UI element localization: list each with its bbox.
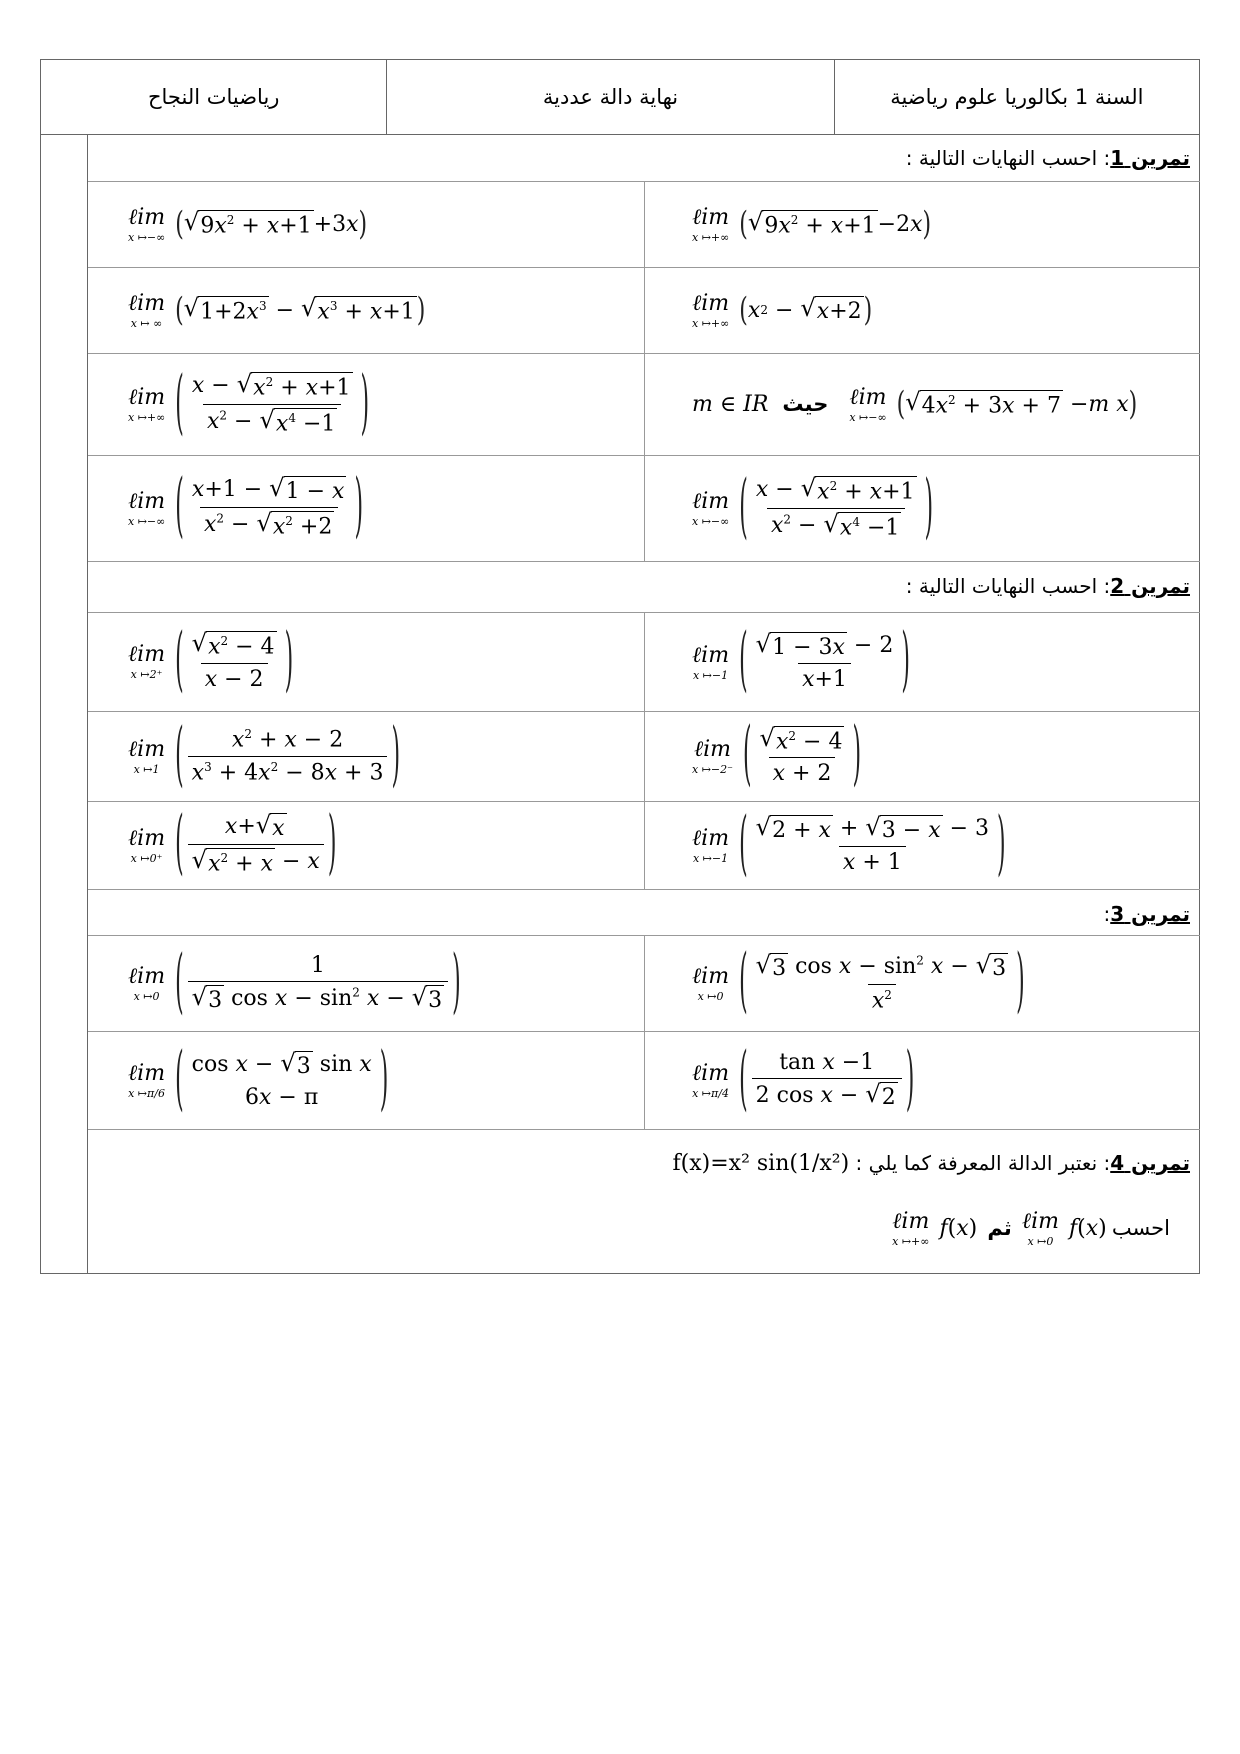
exercise-4-label: تمرين 4 (1110, 1151, 1190, 1175)
limit-2-left: ℓim x ↦ ∞ ( √ $1+2x^3$ − √ $x^3 + x+1$ ) (128, 291, 426, 330)
param-domain: m ∈ IR (692, 391, 769, 417)
exercise-3-label: تمرين 3 (1110, 902, 1190, 926)
divider (88, 1129, 1200, 1130)
limit-5-right: ℓim x ↦−1 ( √ 1 − 3x − 2 x+1 ) (692, 621, 910, 702)
header-level: السنة 1 بكالوريا علوم رياضية (834, 60, 1199, 134)
limit-7-left: ℓim x ↦0⁺ ( x+ √ x √ $x^2 + x$ − x ) (128, 804, 337, 885)
exercise-1-label: تمرين 1 (1110, 146, 1190, 170)
exercise-4-question: احسب ℓim x ↦0 f ( x ) ثم ℓim x ↦+∞ f ( x ) (892, 1209, 1170, 1248)
margin-column (40, 135, 88, 1274)
limit-8-right: ℓim x ↦0 ( √ 3 $\cos x - \sin^2 x$ − √ 3 $x^2$ ) (692, 942, 1025, 1023)
header-table (40, 59, 1200, 135)
column-divider (644, 181, 645, 561)
limit-4-left: ℓim x ↦−∞ ( x+1 − √ 1 − x $x^2$ − √ $x^2 +2$ ) (128, 467, 364, 548)
function-definition: f(x)=x² sin(1/x²) (672, 1150, 850, 1176)
exercise-2-instruction: : احسب النهايات التالية : (905, 574, 1111, 598)
limit-7-right: ℓim x ↦−1 ( √ 2 + x + √ 3 − x − 3 x + 1 ) (692, 805, 1006, 885)
limit-9-right: ℓim x ↦π/4 ( tan x −1 2 cos x − √ 2 ) (692, 1040, 915, 1120)
limit-8-left: ℓim x ↦0 ( 1 √ 3 $\cos x - \sin^2 x$ − √ 3 ) (128, 943, 461, 1023)
column-divider (644, 935, 645, 1129)
exercise-2-label: تمرين 2 (1110, 574, 1190, 598)
exercise-2-title (906, 563, 1190, 609)
exercise-4-title (673, 1135, 1190, 1191)
divider (88, 889, 1200, 890)
exercise-3-title (1103, 891, 1190, 937)
exercise-1-instruction: : احسب النهايات التالية : (905, 146, 1111, 170)
then-word: ثم (987, 1216, 1012, 1240)
limit-9-left: ℓim x ↦π/6 ( cos x − √ 3 sin x 6x − π ) (128, 1040, 389, 1120)
exercise-4-instruction: : نعتبر الدالة المعرفة كما يلي : (855, 1151, 1111, 1175)
header-topic: نهاية دالة عددية (386, 60, 833, 134)
where-word: حيث (782, 392, 829, 416)
limit-6-right: ℓim x ↦−2⁻ ( √ $x^2 - 4$ x + 2 ) (692, 715, 862, 796)
divider (88, 561, 1200, 562)
limit-3-right: m ∈ IR حيث ℓim x ↦−∞ ( √ $4x^2 + 3x + 7$ − m x ) (692, 385, 1138, 424)
column-divider (644, 612, 645, 889)
limit-5-left: ℓim x ↦2⁺ ( √ $x^2 - 4$ x − 2 ) (128, 621, 294, 702)
ask-word: احسب (1111, 1216, 1170, 1240)
header-school: رياضيات النجاح (147, 85, 280, 109)
limit-2-right: ℓim x ↦+∞ ( x 2 − √ x+2 ) (692, 291, 873, 330)
exercise-1-title (906, 135, 1190, 181)
limit-6-left: ℓim x ↦1 ( $\frac{x^2 + x - 2}{x^3 + 4x^2 - 8x + 3}$ ) (128, 716, 401, 796)
limit-4-right: ℓim x ↦−∞ ( x − √ $x^2 + x+1$ $x^2$ − √ $x^4 -1$ ) (692, 468, 934, 548)
exercise-3-instruction: : (1103, 902, 1111, 926)
limit-1-right: ℓim x ↦+∞ ( √ $9x^2 + x+1$ −2 x ) (692, 205, 932, 244)
limit-1-left: ℓim x ↦−∞ ( √ $9x^2 + x+1$ +3 x ) (128, 205, 368, 244)
limit-3-left: ℓim x ↦+∞ ( x − √ $x^2 + x+1$ $x^2$ − √ $x^4 -1$ ) (128, 364, 370, 444)
